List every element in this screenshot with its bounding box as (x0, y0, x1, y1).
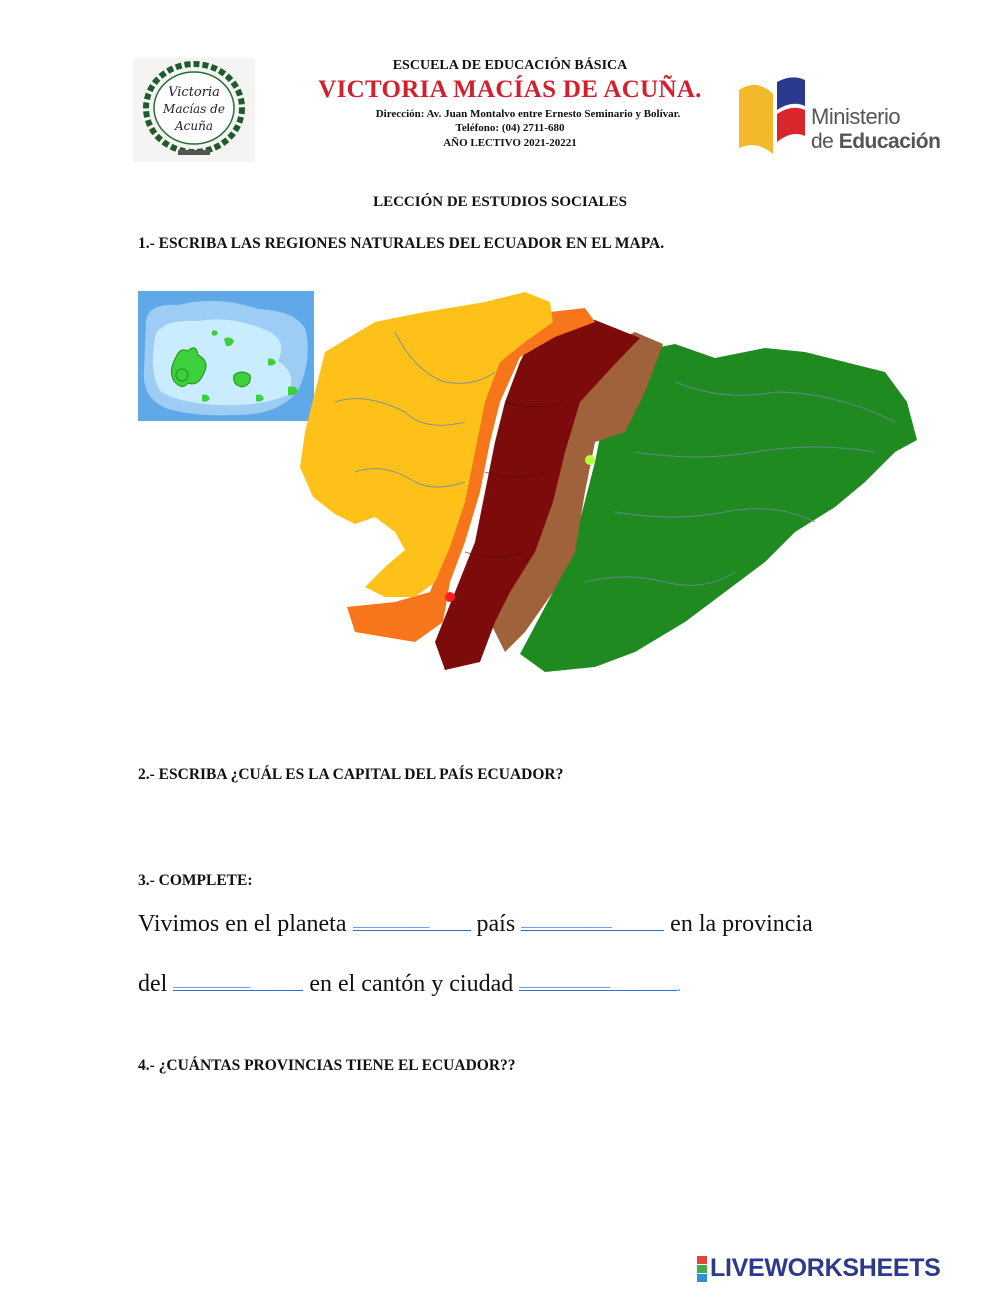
complete-text-5: en el cantón y ciudad (303, 971, 520, 997)
school-seal-logo (133, 58, 255, 162)
complete-line-1 (138, 911, 813, 938)
question-3: 3.- COMPLETE: (138, 872, 253, 889)
liveworksheets-blocks-icon (697, 1256, 707, 1283)
complete-text-1: Vivimos en el planeta (138, 911, 353, 937)
country-answer-blank[interactable]: _____________ (521, 916, 664, 931)
school-type: ESCUELA DE EDUCACIÓN BÁSICA (392, 58, 628, 73)
city-answer-period: . (677, 980, 681, 995)
ministry-logo-educacion: Educación (838, 130, 941, 153)
school-phone: Teléfono: (04) 2711-680 (455, 122, 565, 134)
ministry-logo (737, 76, 941, 158)
complete-text-2: país (470, 911, 522, 937)
complete-text-3: en la provincia (664, 911, 813, 937)
svg-text:Macías de: Macías de (163, 102, 225, 116)
complete-text-4: del (138, 971, 174, 997)
lesson-title: LECCIÓN DE ESTUDIOS SOCIALES (373, 194, 627, 210)
ecuador-regions-map[interactable] (295, 292, 920, 677)
school-year: AÑO LECTIVO 2021-20221 (443, 137, 577, 149)
ministry-logo-de: de (811, 130, 839, 153)
province-answer-blank[interactable]: ___________ (173, 976, 303, 991)
ministry-logo-line2 (811, 130, 940, 154)
school-name: VICTORIA MACÍAS DE ACUÑA. (318, 76, 702, 103)
question-2: 2.- ESCRIBA ¿CUÁL ES LA CAPITAL DEL PAÍS ECUADOR? (138, 766, 564, 783)
question-1: 1.- ESCRIBA LAS REGIONES NATURALES DEL ECUADOR EN EL MAPA. (138, 235, 665, 252)
svg-text:Acuña: Acuña (175, 119, 213, 133)
liveworksheets-logo (697, 1254, 941, 1283)
galapagos-inset-map[interactable] (138, 291, 314, 421)
school-address: Dirección: Av. Juan Montalvo entre Ernesto Seminario y Bolívar. (375, 108, 681, 120)
ministry-logo-line1: Ministerio (811, 104, 901, 129)
complete-line-2 (138, 971, 681, 998)
city-answer-blank[interactable]: _____________ (519, 976, 677, 991)
svg-text:Victoria: Victoria (168, 85, 220, 100)
planet-answer-blank[interactable]: ___________ (353, 916, 471, 931)
liveworksheets-brand: LIVEWORKSHEETS (710, 1254, 941, 1282)
question-4: 4.- ¿CUÁNTAS PROVINCIAS TIENE EL ECUADOR?? (138, 1057, 516, 1074)
